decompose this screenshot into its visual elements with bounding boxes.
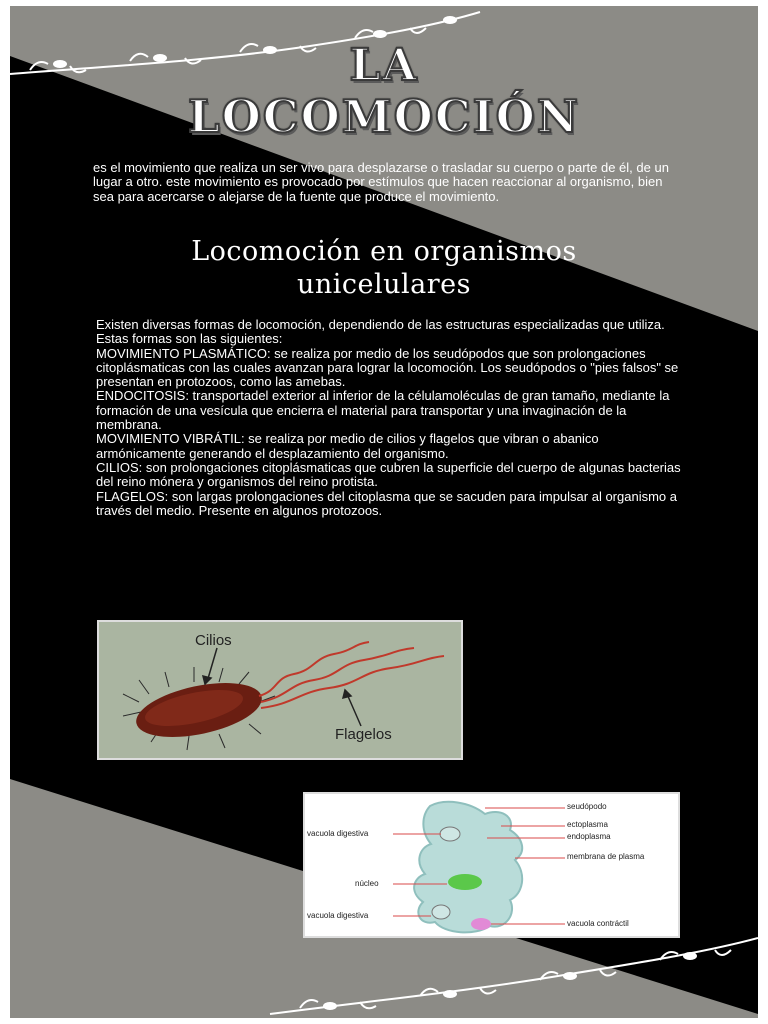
- title-line-1: LA: [349, 40, 419, 91]
- label-endoplasma: endoplasma: [567, 832, 611, 841]
- body-paragraph: CILIOS: son prolongaciones citoplásmaticas que cubren la superficie del cuerpo de algunas bacterias del reino mónera y organismos del reino protista.: [96, 459, 681, 490]
- body-paragraph: MOVIMIENTO PLASMÁTICO: se realiza por medio de los seudópodos que son prolongaciones citoplásmaticas con las cuales avanzan para lograr la locomoción. Los seudópodos o "pies falsos" se presentan en protozoos, como las amebas.: [96, 345, 679, 390]
- body-paragraph: FLAGELOS: son largas prolongaciones del citoplasma que se sacuden para impulsar al organismo a través del medio. Presente en algunos protozoos.: [96, 488, 677, 518]
- subtitle-line-2: unicelulares: [296, 269, 471, 300]
- cilios-label: Cilios: [195, 632, 232, 649]
- section-subtitle: [0, 235, 768, 301]
- label-nucleo: núcleo: [355, 879, 379, 888]
- digestive-vacuole: [440, 827, 460, 841]
- contractile-vacuole: [471, 918, 491, 930]
- body-text: [96, 318, 686, 518]
- body-paragraph: ENDOCITOSIS: transportadel exterior al inferior de la célulamoléculas de gran tamaño, mediante la formación de una vesícula que encierra el material para transportar y una invaginación de la membrana.: [96, 388, 670, 433]
- bacteria-cilia-flagella-image: [97, 620, 463, 760]
- flagelos-label: Flagelos: [335, 726, 392, 743]
- title-line-2: LOCOMOCIÓN: [187, 90, 581, 143]
- body-paragraph: MOVIMIENTO VIBRÁTIL: se realiza por medio de cilios y flagelos que vibran o abanico armónicamente generando el desplazamiento del organismo.: [96, 431, 599, 461]
- label-vacuola-digestiva-1: vacuola digestiva: [307, 829, 369, 838]
- label-vacuola-contractil: vacuola contráctil: [567, 919, 629, 928]
- label-vacuola-digestiva-2: vacuola digestiva: [307, 911, 369, 920]
- body-paragraph: Existen diversas formas de locomoción, dependiendo de las estructuras especializadas que utiliza.: [96, 317, 665, 332]
- nucleus-shape: [448, 874, 482, 890]
- subtitle-line-1: Locomoción en organismos: [191, 236, 577, 267]
- amoeba-body: [414, 802, 522, 933]
- body-paragraph: Estas formas son las siguientes:: [96, 331, 283, 347]
- label-ectoplasma: ectoplasma: [567, 820, 608, 829]
- amoeba-diagram-image: [303, 792, 680, 938]
- label-membrana: membrana de plasma: [567, 852, 645, 861]
- label-seudopodo: seudópodo: [567, 802, 607, 811]
- digestive-vacuole: [432, 905, 450, 919]
- intro-paragraph: es el movimiento que realiza un ser vivo para desplazarse o trasladar su cuerpo o parte de él, de un lugar a otro. este movimiento es provocado por estímulos que hacen reaccionar al organismo, bien sea para acercarse o alejarse de la fuente que produce el movimiento.: [93, 160, 669, 204]
